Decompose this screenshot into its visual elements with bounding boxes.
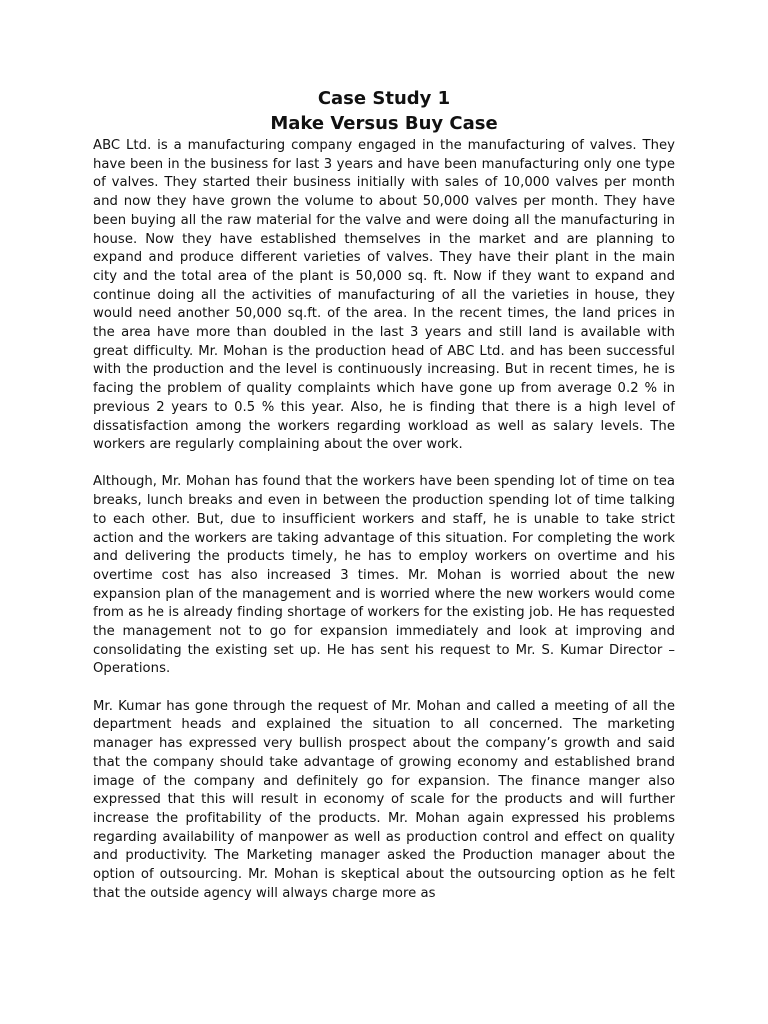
paragraph-3: Mr. Kumar has gone through the request of Mr. Mohan and called a meeting of all the department heads and explained the situation to all concerned. The marketing manager has expressed very bullish prospect about the company’s growth and said that the company should take advantage of growing economy and established brand image of the company and definitely go for expansion. The finance manger also expressed that this will result in economy of scale for the products and will further increase the profitability of the products. Mr. Mohan again expressed his problems regarding availability of manpower as well as production control and effect on quality and productivity. The Marketing manager asked the Production manager about the option of outsourcing. Mr. Mohan is skeptical about the outsourcing option as he felt that the outside agency will always charge more as: [93, 698, 675, 901]
case-study-number: Case Study 1: [317, 88, 451, 109]
paragraph-2: Although, Mr. Mohan has found that the workers have been spending lot of time on tea breaks, lunch breaks and even in between the production spending lot of time talking to each other. But, due to insufficient workers and staff, he is unable to take strict action and the workers are taking advantage of this situation. For completing the work and delivering the products timely, he has to employ workers on overtime and his overtime cost has also increased 3 times. Mr. Mohan is worried about the new expansion plan of the management and is worried where the new workers would come from as he is already finding shortage of workers for the existing job. He has requested the management not to go for expansion immediately and look at improving and consolidating the existing set up. He has sent his request to Mr. S. Kumar Director – Operations.: [93, 474, 675, 677]
paragraph-1: ABC Ltd. is a manufacturing company engaged in the manufacturing of valves. They have been in the business for last 3 years and have been manufacturing only one type of valves. They started their business initially with sales of 10,000 valves per month and now they have grown the volume to about 50,000 valves per month. They have been buying all the raw material for the valve and were doing all the manufacturing in house. Now they have established themselves in the market and are planning to expand and produce different varieties of valves. They have their plant in the main city and the total area of the plant is 50,000 sq. ft. Now if they want to expand and continue doing all the activities of manufacturing of all the varieties in house, they would need another 50,000 sq.ft. of the area. In the recent times, the land prices in the area have more than doubled in the last 3 years and still land is available with great difficulty. Mr. Mohan is the production head of ABC Ltd. and has been successful with the production and the level is continuously increasing. But in recent times, he is facing the problem of quality complaints which have gone up from average 0.2 % in previous 2 years to 0.5 % this year. Also, he is finding that there is a high level of dissatisfaction among the workers regarding workload as well as salary levels. The workers are regularly complaining about the over work.: [93, 138, 675, 453]
document-body: [93, 86, 675, 922]
case-study-title: Make Versus Buy Case: [270, 113, 498, 134]
